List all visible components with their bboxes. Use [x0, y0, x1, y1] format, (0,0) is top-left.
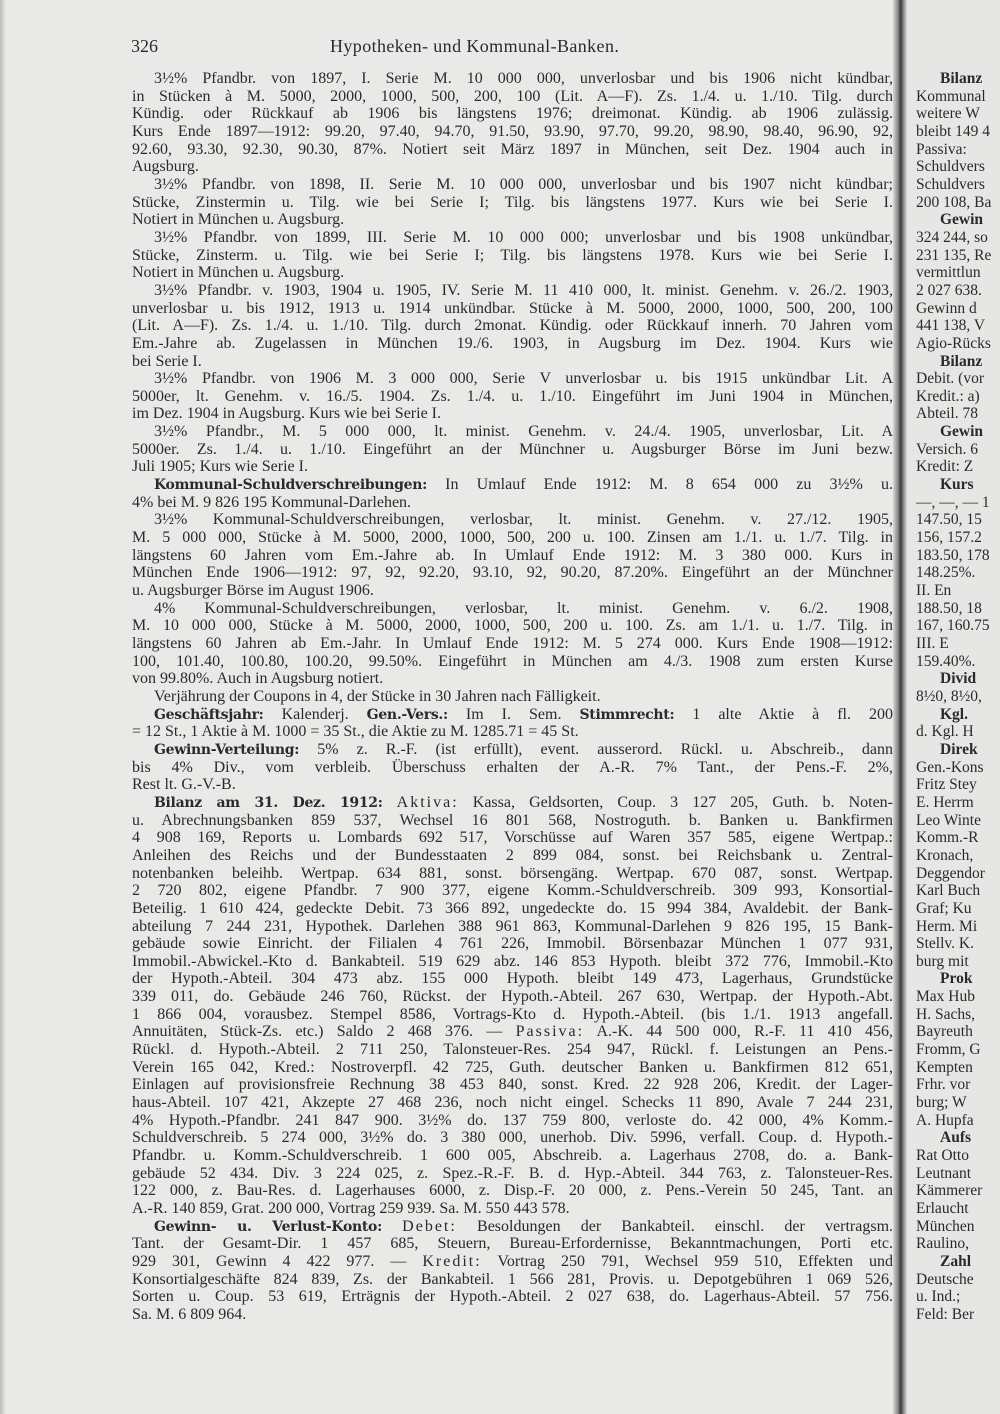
text-run: 929 301, Gewinn 4 422 977. —: [132, 1252, 423, 1270]
text-line: [132, 458, 893, 476]
text-line: [132, 441, 893, 459]
spaced-label: Debet:: [402, 1217, 457, 1235]
facing-page-heading: Divid: [940, 670, 977, 688]
text-line: [132, 300, 893, 318]
text-line: [132, 1218, 893, 1236]
facing-page-line: vermittlun: [916, 264, 981, 282]
facing-page-line: Fritz Stey: [916, 776, 977, 794]
text-run: Stücke, Zinstermin u. Tilg. wie bei Serie I; Tilg. bis längstens 1977. Kurs wie bei Serie I.: [132, 193, 893, 211]
text-line: [132, 829, 893, 847]
text-line: [132, 900, 893, 918]
facing-page-line: Rat Otto: [916, 1147, 969, 1165]
page-left-edge: [0, 0, 6, 1414]
facing-page-line: Deggendor: [916, 864, 985, 882]
text-run: u. Abrechnungsbanken 859 537, Wechsel 16 801 568, Nostroguth. b. Banken u. Bankfirmen: [132, 811, 893, 829]
text-run: längstens 60 Jahren vom Em.-Jahre ab. In Umlauf Ende 1912: M. 3 380 000. Kurs in: [132, 546, 893, 564]
text-line: [132, 1112, 893, 1130]
facing-page-heading: Kurs: [940, 476, 974, 494]
facing-page-line: Kempten: [916, 1058, 973, 1076]
spaced-label: Passiva:: [515, 1023, 585, 1041]
facing-page-text-column: [916, 70, 1000, 1324]
text-run: München Ende 1906—1912: 97, 92, 92.20, 93.10, 92, 90.20, 87.20%. Eingeführt an der Münchner: [132, 564, 893, 582]
text-line: [132, 988, 893, 1006]
page-number: 326: [131, 36, 158, 56]
text-run: 4% bei M. 9 826 195 Kommunal-Darlehen.: [132, 493, 412, 511]
running-title: Hypotheken- und Kommunal-Banken.: [330, 36, 620, 56]
text-run: 122 000, z. Bau-Res. d. Lagerhauses 6000, z. Disp.-F. 20 000, z. Pens.-Verein 50 245, Tant. an: [132, 1182, 893, 1200]
text-line: [132, 1271, 893, 1289]
facing-page-line: Leutnant: [916, 1164, 972, 1182]
text-run: Em.-Jahre ab. Zugelassen in München 19./6. 1903, in Augsburg im Dez. 1904. Kurs wie: [132, 334, 893, 352]
text-run: 4 908 169, Reports u. Lombards 692 517, Vorschüsse auf Waren 357 585, eigene Wertpap.:: [132, 829, 893, 847]
facing-page-line: 8½0, 8½0,: [916, 687, 982, 705]
facing-page-line: H. Sachs,: [916, 1005, 975, 1023]
text-run: gebäude sowie Einricht. der Filialen 4 761 226, Immobil. Börsenbazar München 1 077 931,: [132, 935, 893, 953]
text-line: [132, 706, 893, 724]
text-run: Stücke, Zinsterm. u. Tilg. wie bei Serie I; Tilg. bis längstens 1978. Kurs wie bei Serie I.: [132, 246, 893, 264]
spaced-label: Aktiva:: [396, 793, 459, 811]
facing-page-line: 147.50, 15: [916, 511, 982, 529]
facing-page-line: 188.50, 18: [916, 599, 982, 617]
text-line: [132, 1129, 893, 1147]
text-line: [132, 582, 893, 600]
text-run: In Umlauf Ende 1912: M. 8 654 000 zu 3½% u.: [426, 476, 893, 494]
facing-page-line: Kredit: Z: [916, 458, 974, 476]
text-line: [132, 1288, 893, 1306]
facing-page-line: Agio-Rücks: [916, 334, 991, 352]
text-run: abteilung 7 244 231, Hypothek. Darlehen 388 961 863, Kommunal-Darlehen 9 826 195, 15 Bank-: [132, 917, 893, 935]
facing-page-line: Graf; Ku: [916, 899, 972, 917]
text-run: Sa. M. 6 809 964.: [132, 1305, 247, 1323]
facing-page-line: Kommunal: [916, 87, 986, 105]
text-run: Besoldungen der Bankabteil. einschl. der vertragsm.: [456, 1217, 893, 1235]
text-line: [132, 1006, 893, 1024]
facing-page-heading: Aufs: [940, 1129, 972, 1147]
facing-page-line: —, —, — 1: [916, 493, 990, 511]
facing-page-line: u. Ind.;: [916, 1288, 961, 1306]
facing-page-line: 324 244, so: [916, 228, 988, 246]
bold-heading: Kommunal-Schuldverschreibungen:: [154, 477, 427, 494]
text-line: [132, 1094, 893, 1112]
text-line: [132, 282, 893, 300]
facing-page-line: 183.50, 178: [916, 546, 990, 564]
text-line: [132, 370, 893, 388]
text-run: Pfandbr. u. Komm.-Schuldverschreib. 1 600 005, Abschreib. a. Lagerhaus 2708, do. a. Bank-: [132, 1147, 893, 1165]
text-run: von 99.80%. Auch in Augsburg notiert.: [132, 670, 384, 688]
bold-heading: Bilanz am 31. Dez. 1912:: [154, 794, 383, 811]
facing-page-line: Debit. (vor: [916, 370, 985, 388]
text-line: [132, 741, 893, 759]
text-line: [132, 759, 893, 777]
facing-page-line: Kronach,: [916, 846, 974, 864]
facing-page-line: Gewinn d: [916, 299, 977, 317]
facing-page-heading: Gewin: [940, 423, 984, 441]
facing-page-line: Komm.-R: [916, 829, 979, 847]
facing-page-heading: Bilanz: [940, 352, 983, 370]
facing-page-heading: Direk: [940, 740, 978, 758]
facing-page-heading: Prok: [940, 970, 973, 988]
text-run: Verjährung der Coupons in 4, der Stücke in 30 Jahren nach Fälligkeit.: [154, 687, 601, 705]
text-line: [132, 423, 893, 441]
text-run: 5000er. Zs. 1./4. u. 1./10. Eingeführt an der Münchner u. Augsburger Börse im Juni bezw.: [132, 440, 893, 458]
bold-heading: Gewinn- u. Verlust-Konto:: [154, 1218, 382, 1235]
text-line: [132, 1306, 893, 1324]
text-run: der Hypoth.-Abteil. 304 473 abz. 155 000 Hypoth. bleibt 149 473, Lagerhaus, Grundstücke: [132, 970, 893, 988]
text-line: [132, 194, 893, 212]
text-line: [132, 653, 893, 671]
text-run: notenbanken beleihb. Wertpap. 634 881, sonst. börsengäng. Wertpap. 670 087, sonst. Wertpap.: [132, 864, 893, 882]
text-line: [132, 617, 893, 635]
facing-page-heading: Zahl: [940, 1252, 972, 1270]
facing-page-line: Fromm, G: [916, 1041, 981, 1059]
page-gutter: [893, 0, 907, 1414]
facing-page-line: 148.25%.: [916, 564, 976, 582]
text-line: [132, 1182, 893, 1200]
text-run: (Lit. A—F). Zs. 1./4. u. 1./10. Tilg. durch 2monat. Kündig. oder Rückkauf innerh. 70 Jahren vom: [132, 317, 893, 335]
facing-page-line: Herm. Mi: [916, 917, 978, 935]
text-run: A.-R. 140 859, Grat. 200 000, Vortrag 259 939. Sa. M. 550 443 578.: [132, 1200, 570, 1217]
text-run: 5000er, lt. Genehm. v. 16./5. 1904. Zs. 1./4. u. 1./10. Eingeführt im Juni 1904 in München,: [132, 387, 893, 405]
facing-page-line: Bayreuth: [916, 1023, 973, 1041]
text-run: 3½% Pfandbr. von 1899, III. Serie M. 10 000 000; unverlosbar und bis 1908 unkündbar,: [154, 228, 893, 246]
text-run: 100, 101.40, 100.80, 100.20, 99.50%. Eingeführt in München am 4./3. 1908 zum ersten Kurse: [132, 652, 893, 670]
text-line: [132, 529, 893, 547]
text-run: bei Serie I.: [132, 352, 202, 370]
facing-page-line: 231 135, Re: [916, 246, 992, 264]
text-line: [132, 353, 893, 371]
bold-heading: Geschäftsjahr:: [154, 706, 264, 723]
text-run: 92.60, 93.30, 92.30, 90.30, 87%. Notiert seit März 1897 in München, seit Dez. 1904 auch in: [132, 140, 893, 158]
text-line: [132, 1076, 893, 1094]
text-line: [132, 794, 893, 812]
facing-page-line: Schuldvers: [916, 175, 985, 193]
facing-page-line: 159.40%.: [916, 652, 976, 670]
text-run: 3½% Pfandbr., M. 5 000 000, lt. minist. Genehm. v. 24./4. 1905, unverlosbar, Lit. A: [154, 423, 893, 441]
text-run: bis 4% Div., vom verbleib. Überschuss erhalten der A.-R. 7% Tant., der Pens.-F. 2%,: [132, 758, 893, 776]
facing-page-line: burg; W: [916, 1094, 967, 1112]
text-run: Notiert in München u. Augsburg.: [132, 264, 345, 282]
text-line: [132, 882, 893, 900]
facing-page-line: weitere W: [916, 105, 980, 123]
bold-heading: Gen.-Vers.:: [366, 706, 448, 723]
facing-page-line: Karl Buch: [916, 882, 981, 900]
text-line: [132, 317, 893, 335]
text-run: A.-K. 44 500 000, R.-F. 11 410 456,: [584, 1023, 893, 1041]
text-run: 3½% Pfandbr. v. 1903, 1904 u. 1905, IV. Serie M. 11 410 000, lt. minist. Genehm. v. 26./2. 1903,: [154, 281, 893, 299]
text-line: [132, 723, 893, 741]
text-line: [132, 953, 893, 971]
text-run: 1 866 004, vorausbez. Stempel 8586, Vortrags-Kto d. Hypoth.-Abteil. (bis 1./1. 1913 angefall.: [132, 1005, 893, 1023]
text-line: [132, 1200, 893, 1218]
text-run: 2 720 802, eigene Pfandbr. 7 900 377, eigene Komm.-Schuldverschreib. 309 993, Konsortial-: [132, 882, 893, 900]
text-line: [132, 141, 893, 159]
text-line: [132, 1023, 893, 1041]
text-run: unverlosbar u. bis 1912, 1913 u. 1914 unkündbar. Stücke à M. 5000, 2000, 1000, 500, 200, 100: [132, 299, 893, 317]
facing-page-line: Deutsche: [916, 1270, 974, 1288]
facing-page-heading: Bilanz: [940, 70, 983, 87]
text-line: [132, 176, 893, 194]
text-run: M. 10 000 000, Stücke à M. 5000, 2000, 1000, 500, 200 u. 100. Zs. am 1./1. u. 1./7. Tilg. in: [132, 617, 893, 635]
text-line: [132, 88, 893, 106]
text-line: [132, 1041, 893, 1059]
text-run: haus-Abteil. 107 421, Akzepte 27 468 236, noch nicht eingel. Schecks 11 890, Avale 7 244 231,: [132, 1094, 893, 1112]
text-line: [132, 123, 893, 141]
facing-page-line: Versich. 6: [916, 440, 978, 458]
text-run: Augsburg.: [132, 158, 199, 176]
bold-heading: Gewinn-Verteilung:: [154, 741, 300, 758]
facing-page-line: II. En: [916, 582, 952, 600]
facing-page-line: 441 138, V: [916, 317, 986, 335]
text-run: Annuitäten, Stück-Zs. etc.) Saldo 2 468 376. —: [132, 1023, 516, 1041]
facing-page-line: Schuldvers: [916, 158, 985, 176]
text-run: = 12 St., 1 Aktie à M. 1000 = 35 St., die Aktie zu M. 1285.71 = 45 St.: [132, 723, 579, 741]
text-run: Sorten u. Coup. 53 619, Erträgnis der Hypoth.-Abteil. 2 027 638, do. Lagerhaus-Abteil. 57 756.: [132, 1288, 893, 1306]
text-run: [382, 1218, 402, 1235]
facing-page-line: A. Hupfa: [916, 1111, 974, 1129]
text-line: [132, 511, 893, 529]
text-line: [132, 1235, 893, 1253]
facing-page: [907, 0, 1000, 1414]
text-line: [132, 1165, 893, 1183]
text-line: [132, 1147, 893, 1165]
text-line: [132, 688, 893, 706]
text-line: [132, 776, 893, 794]
text-line: [132, 865, 893, 883]
text-run: Kassa, Geldsorten, Coup. 3 127 205, Guth. b. Noten-: [458, 793, 893, 811]
text-run: Kurs Ende 1897—1912: 99.20, 97.40, 94.70, 91.50, 93.90, 97.70, 99.20, 98.90, 98.40, 96.90, 92,: [132, 122, 893, 140]
text-line: [132, 229, 893, 247]
text-run: 5% z. R.-F. (ist erfüllt), event. ausserord. Rückl. u. Abschreib., dann: [299, 740, 893, 758]
text-run: 3½% Pfandbr. von 1898, II. Serie M. 10 000 000, unverlosbar und bis 1907 nicht kündbar;: [154, 175, 893, 193]
facing-page-line: Kredit.: a): [916, 387, 980, 405]
text-line: [132, 970, 893, 988]
facing-page-line: 167, 160.75: [916, 617, 990, 635]
bold-heading: Stimmrecht:: [579, 706, 675, 723]
text-line: [132, 211, 893, 229]
main-text-column: [132, 70, 893, 1324]
text-line: [132, 935, 893, 953]
spaced-label: Kredit:: [422, 1252, 482, 1270]
text-run: Anleihen des Reichs und der Bundesstaaten 2 899 084, sonst. bei Reichsbank u. Zentral-: [132, 846, 893, 864]
text-run: 4% Kommunal-Schuldverschreibungen, verlosbar, lt. minist. Genehm. v. 6./2. 1908,: [154, 599, 893, 617]
facing-page-line: Raulino,: [916, 1235, 969, 1253]
text-run: Kalenderj.: [263, 705, 367, 723]
facing-page-line: 200 108, Ba: [916, 193, 992, 211]
text-line: [132, 564, 893, 582]
facing-page-line: 156, 157.2: [916, 529, 982, 547]
text-line: [132, 547, 893, 565]
text-line: [132, 405, 893, 423]
text-run: Schuldverschreib. 5 274 000, 3½% do. 3 380 000, unerhob. Div. 5996, verfall. Coup. d. Hypoth.-: [132, 1129, 893, 1147]
text-run: 1 alte Aktie à fl. 200: [674, 705, 893, 723]
text-line: [132, 812, 893, 830]
text-run: Juli 1905; Kurs wie Serie I.: [132, 458, 308, 476]
facing-page-line: München: [916, 1217, 975, 1235]
text-line: [132, 105, 893, 123]
facing-page-line: Stellv. K.: [916, 935, 974, 953]
text-run: 4% Hypoth.-Pfandbr. 241 847 900. 3½% do. 137 759 800, verloste do. 42 000, 4% Komm.-: [132, 1111, 893, 1129]
facing-page-line: burg mit: [916, 952, 969, 970]
text-line: [132, 158, 893, 176]
text-line: [132, 247, 893, 265]
text-run: Immobil.-Abwickel.-Kto d. Bankabteil. 519 629 abz. 146 853 Hypoth. bleibt 372 776, Immobil.-Kto: [132, 952, 893, 970]
text-run: Im I. Sem.: [447, 705, 580, 723]
facing-page-line: Leo Winte: [916, 811, 981, 829]
facing-page-line: Abteil. 78: [916, 405, 978, 423]
text-run: 3½% Kommunal-Schuldverschreibungen, verlosbar, lt. minist. Genehm. v. 27./12. 1905,: [154, 511, 893, 529]
facing-page-line: Passiva:: [916, 140, 967, 158]
text-line: [132, 1253, 893, 1271]
text-run: längstens 60 Jahren ab Em.-Jahr. In Umlauf Ende 1912: M. 5 274 000. Kurs Ende 1908—1912:: [132, 635, 893, 652]
text-line: [132, 600, 893, 618]
facing-page-line: Feld: Ber: [916, 1305, 975, 1323]
text-run: 3½% Pfandbr. von 1906 M. 3 000 000, Serie V unverlosbar u. bis 1915 unkündbar Lit. A: [154, 370, 893, 388]
text-run: M. 5 000 000, Stücke à M. 5000, 2000, 1000, 500, 200 u. 100. Zinsen am 1./1. u. 1./7. Tilg. in: [132, 529, 893, 547]
text-line: [132, 670, 893, 688]
text-run: 339 011, do. Gebäude 246 760, Rückst. der Hypoth.-Abteil. 267 630, Wertpap. der Hypoth.-Abt.: [132, 988, 893, 1006]
facing-page-line: 2 027 638.: [916, 281, 982, 299]
text-run: Einlagen auf provisionsfreie Rechnung 38 453 840, sonst. Kred. 22 928 206, Kredit. der Lager-: [132, 1076, 893, 1094]
text-run: Rückl. d. Hypoth.-Abteil. 2 711 250, Talonsteuer-Res. 254 947, Rückl. f. Leistungen an Pens.-: [132, 1041, 893, 1059]
text-line: [132, 1059, 893, 1077]
facing-page-line: Frhr. vor: [916, 1076, 971, 1094]
facing-page-line: bleibt 149 4: [916, 122, 991, 140]
text-line: [132, 918, 893, 936]
text-run: u. Augsburger Börse im August 1906.: [132, 582, 374, 600]
text-run: Notiert in München u. Augsburg.: [132, 211, 345, 229]
facing-page-line: Kämmerer: [916, 1182, 983, 1200]
text-run: Kündig. oder Rückkauf ab 1906 bis längstens 1976; dreimonat. Kündig. ab 1906 zulässig.: [132, 105, 893, 123]
facing-page-line: Gen.-Kons: [916, 758, 984, 776]
text-line: [132, 635, 893, 653]
text-run: Vortrag 250 791, Wechsel 959 510, Effekten und: [481, 1252, 893, 1270]
text-line: [132, 388, 893, 406]
text-line: [132, 847, 893, 865]
text-run: in Stücken à M. 5000, 2000, 1000, 500, 200, 100 (Lit. A—F). Zs. 1./4. u. 1./10. Tilg. durch: [132, 87, 893, 105]
text-run: 3½% Pfandbr. von 1897, I. Serie M. 10 000 000, unverlosbar und bis 1906 nicht kündbar,: [154, 70, 893, 87]
text-run: [383, 794, 397, 811]
text-line: [132, 70, 893, 88]
facing-page-line: Max Hub: [916, 988, 975, 1006]
text-line: [132, 264, 893, 282]
text-line: [132, 335, 893, 353]
text-run: im Dez. 1904 in Augsburg. Kurs wie bei Serie I.: [132, 405, 441, 423]
text-run: Beteilig. 1 610 424, gedeckte Debit. 73 366 892, ungedeckte do. 15 994 384, Avaldebit. der Bank-: [132, 899, 893, 917]
facing-page-line: III. E: [916, 635, 949, 652]
text-run: Tant. der Gesamt-Dir. 1 457 685, Steuern, Bureau-Erfordernisse, Bekanntmachungen, Porti etc.: [132, 1235, 893, 1253]
text-line: [132, 494, 893, 512]
facing-page-line: d. Kgl. H: [916, 723, 974, 741]
text-run: Verein 165 042, Kred.: Nostroverpfl. 42 725, Guth. deutscher Banken u. Bankfirmen 812 651,: [132, 1058, 893, 1076]
text-run: gebäude 52 434. Div. 3 224 025, z. Spez.-R.-F. B. d. Hyp.-Abteil. 344 763, z. Talonsteuer-Res.: [132, 1164, 893, 1182]
text-line: [132, 476, 893, 494]
facing-page-heading: Gewin: [940, 211, 984, 229]
text-run: Rest lt. G.-V.-B.: [132, 776, 236, 794]
text-run: Konsortialgeschäfte 824 839, Zs. der Bankabteil. 1 566 281, Provis. u. Depotgebühren 1 069 526,: [132, 1270, 893, 1288]
facing-page-line: Erlaucht: [916, 1200, 969, 1217]
facing-page-line: E. Herrm: [916, 793, 974, 811]
facing-page-heading: Kgl.: [940, 705, 968, 723]
